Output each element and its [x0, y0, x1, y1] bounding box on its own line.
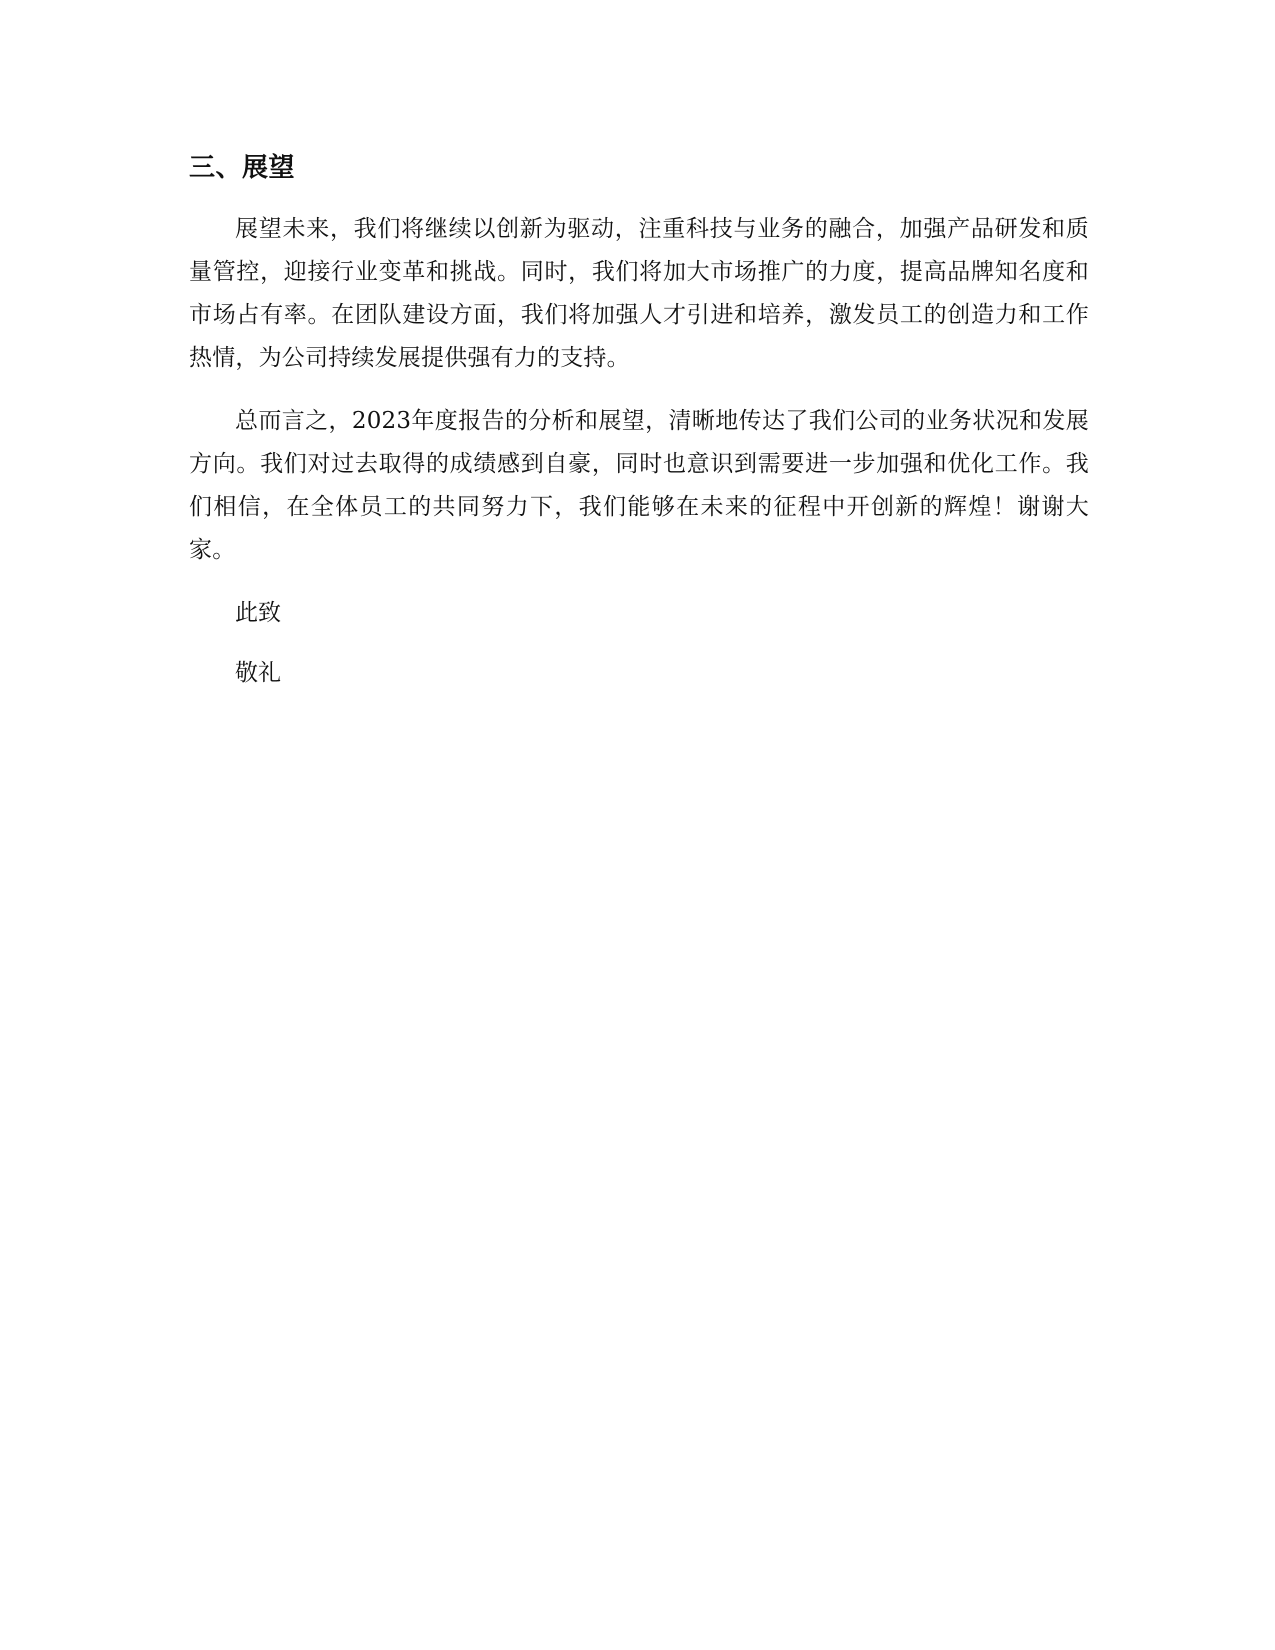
document-body [189, 146, 1089, 712]
closing-salutation: 此致 [235, 600, 281, 626]
paragraph-outlook: 展望未来，我们将继续以创新为驱动，注重科技与业务的融合，加强产品研发和质量管控，迎接行业变革和挑战。同时，我们将加大市场推广的力度，提高品牌知名度和市场占有率。在团队建设方面，我们将加强人才引进和培养，激发员工的创造力和工作热情，为公司持续发展提供强有力的支持。 [189, 216, 1089, 371]
section-heading: 三、展望 [189, 153, 296, 183]
paragraph-summary: 总而言之，2023年度报告的分析和展望，清晰地传达了我们公司的业务状况和发展方向。我们对过去取得的成绩感到自豪，同时也意识到需要进一步加强和优化工作。我们相信，在全体员工的共同努力下，我们能够在未来的征程中开创新的辉煌！谢谢大家。 [189, 408, 1089, 563]
closing-regards: 敬礼 [235, 660, 281, 686]
